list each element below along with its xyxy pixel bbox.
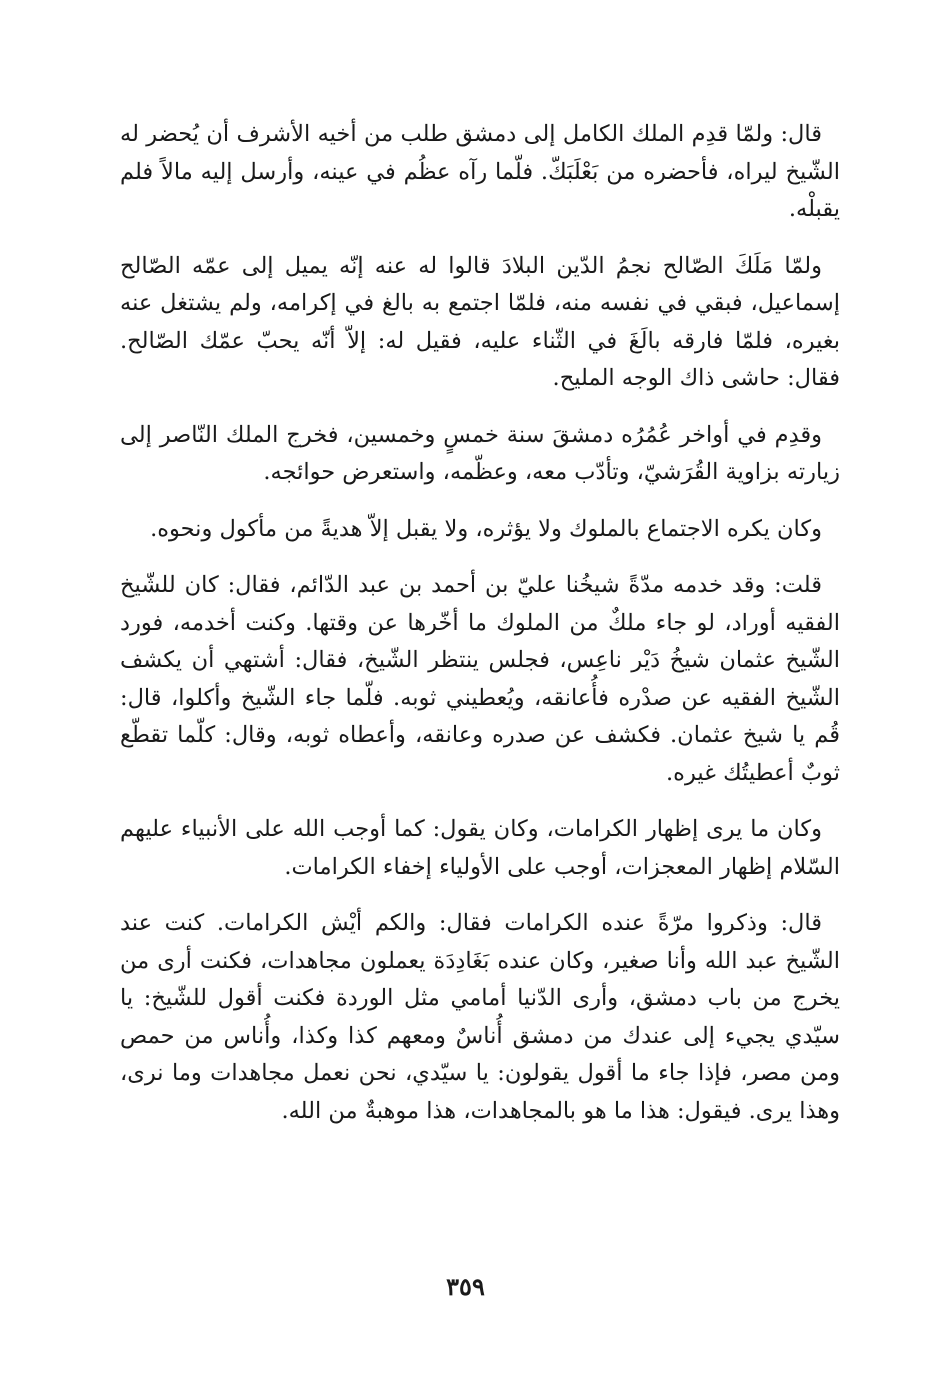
paragraph-3: وقدِم في أواخر عُمُرُه دمشقَ سنة خمسٍ وخمسين، فخرج الملك النّاصر إلى زيارته بزاوية القُرَشيّ، وتأدّب معه، وعظّمه، واستعرض حوائجه.	[120, 421, 840, 485]
paragraph-7: قال: وذكروا مرّةً عنده الكرامات فقال: والكم أيْش الكرامات. كنت عند الشّيخ عبد الله وأنا صغير، وكان عنده بَغَادِدَة يعملون مجاهدات، فكنت أرى من يخرج من باب دمشق، وأرى الدّنيا أمامي مثل الوردة فكنت أقول للشّيخ: يا سيّدي يجيء إلى عندك من دمشق أُناسٌ ومعهم كذا وكذا، وأُناس من حمص ومن مصر، فإذا جاء ما أقول يقولون: يا سيّدي، نحن نعمل مجاهدات وما نرى، وهذا يرى. فيقول: هذا ما هو بالمجاهدات، هذا موهبةٌ من الله.	[120, 910, 840, 1124]
paragraph-5: قلت: وقد خدمه مدّةً شيخُنا عليّ بن أحمد بن عبد الدّائم، فقال: كان للشّيخ الفقيه أوراد، لو جاء ملكٌ من الملوك ما أخّرها عن وقتها. وكنت أخدمه، فورد الشّيخ عثمان شيخُ دَيْر ناعِس، فجلس ينتظر الشّيخ، فقال: أشتهي أن يكشف الشّيخ الفقيه عن صدْره فأُعانقه، ويُعطيني ثوبه. فلّما جاء الشّيخ وأكلوا، قال: قُم يا شيخ عثمان. فكشف عن صدره وعانقه، وأعطاه ثوبه، وقال: كلّما تقطّع ثوبٌ أعطيتُك غيره.	[120, 572, 840, 786]
page-number: ٣٥٩	[446, 1272, 485, 1301]
body-text	[120, 116, 840, 1149]
paragraph-4: وكان يكره الاجتماع بالملوك ولا يؤثره، ولا يقبل إلاّ هديةً من مأكول ونحوه.	[150, 515, 822, 542]
paragraph-6: وكان ما يرى إظهار الكرامات، وكان يقول: كما أوجب الله على الأنبياء عليهم السّلام إظهار المعجزات، أوجب على الأولياء إخفاء الكرامات.	[120, 816, 840, 880]
paragraph-1: قال: ولمّا قدِم الملك الكامل إلى دمشق طلب من أخيه الأشرف أن يُحضر له الشّيخ ليراه، فأحضره من بَعْلَبَكّ. فلّما رآه عظُم في عينه، وأرسل إليه مالاً فلم يقبلْه.	[120, 121, 840, 222]
paragraph-2: ولمّا مَلَكَ الصّالح نجمُ الدّين البلادَ قالوا له عنه إنّه يميل إلى عمّه الصّالح إسماعيل، فبقي في نفسه منه، فلمّا اجتمع به بالغ في إكرامه، ولم يشتغل عنه بغيره، فلمّا فارقه بالَغَ في الثّناء عليه، فقيل له: إلاّ أنّه يحبّ عمّك الصّالح. فقال: حاشى ذاك الوجه المليح.	[120, 252, 840, 391]
